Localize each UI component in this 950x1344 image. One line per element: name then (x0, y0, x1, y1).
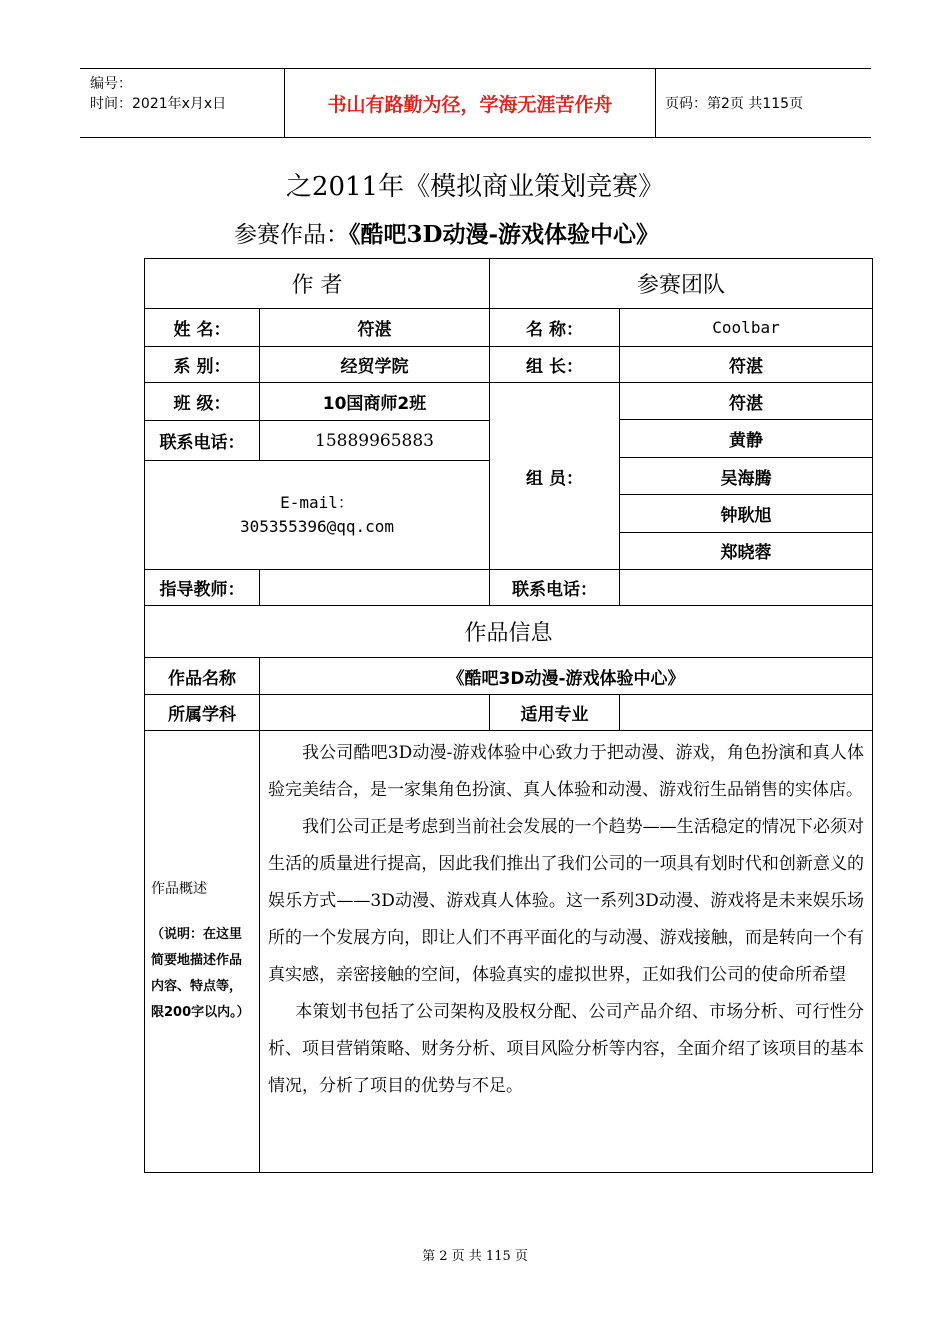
header-motto: 书山有路勤为径，学海无涯苦作舟 (284, 69, 656, 137)
leader-value: 符湛 (620, 347, 873, 383)
member-item: 郑晓蓉 (720, 543, 772, 564)
summary-label-cell (145, 731, 260, 1173)
document-title: 之2011年《模拟商业策划竞赛》 (285, 172, 665, 202)
summary-paragraph: 我公司酷吧3D动漫-游戏体验中心致力于把动漫、游戏，角色扮演和真人体验完美结合，是一家集角色扮演、真人体验和动漫、游戏衍生品销售的实体店。 (268, 743, 865, 800)
member-item: 吴海腾 (620, 458, 872, 495)
header-meta (80, 69, 284, 137)
member-item: 符湛 (620, 383, 872, 420)
summary-content (260, 731, 873, 1173)
team-header: 参赛团队 (490, 259, 873, 309)
author-header: 作 者 (145, 259, 490, 309)
members-cell (620, 383, 873, 570)
leader-label: 组 长： (490, 347, 620, 383)
name-label: 姓 名： (145, 309, 260, 347)
phone-label: 联系电话： (145, 421, 260, 461)
major-value (620, 695, 873, 731)
entry-form-table (144, 258, 873, 1173)
page-header (80, 68, 871, 138)
advisor-value (260, 570, 490, 606)
class-label: 班 级： (145, 383, 260, 421)
members-list (620, 383, 872, 569)
work-name-value: 《酷吧3D动漫-游戏体验中心》 (260, 658, 873, 695)
phone-value: 15889965883 (260, 421, 490, 461)
summary-note: （说明：在这里简要地描述作品内容、特点等，限200字以内。） (151, 926, 250, 1020)
subject-label: 所属学科 (145, 695, 260, 731)
advisor-label: 指导教师： (145, 570, 260, 606)
work-info-header: 作品信息 (145, 606, 873, 658)
summary-paragraph: 我们公司正是考虑到当前社会发展的一个趋势——生活稳定的情况下必须对生活的质量进行提高，因此我们推出了我们公司的一项具有划时代和创新意义的娱乐方式——3D动漫、游戏真人体验。这一系列3D动漫、游戏将是未来娱乐场所的一个发展方向，即让人们不再平面化的与动漫、游戏接触，而是转向一个有真实感，亲密接触的空间，体验真实的虚拟世界，正如我们公司的使命所希望 (268, 817, 865, 985)
subject-value (260, 695, 490, 731)
advisor-phone-value (620, 570, 873, 606)
summary-label: 作品概述 (151, 880, 207, 897)
dept-value: 经贸学院 (260, 347, 490, 383)
members-label: 组 员： (490, 383, 620, 570)
email-label: E-mail： (280, 493, 354, 512)
class-value: 10国商师2班 (260, 383, 490, 421)
header-page-code: 页码：第2页 共115页 (665, 96, 804, 112)
email-cell (145, 461, 490, 570)
number-label: 编号： (90, 76, 132, 92)
advisor-phone-label: 联系电话： (490, 570, 620, 606)
team-name-label: 名 称： (490, 309, 620, 347)
summary-paragraph: 本策划书包括了公司架构及股权分配、公司产品介绍、市场分析、可行性分析、项目营销策略、财务分析、项目风险分析等内容，全面介绍了该项目的基本情况，分析了项目的优势与不足。 (268, 1002, 865, 1096)
work-name-label: 作品名称 (145, 658, 260, 695)
member-item: 钟耿旭 (620, 495, 872, 532)
time-label: 时间：2021年x月x日 (90, 96, 227, 112)
member-item: 黄静 (620, 420, 872, 457)
page-footer: 第 2 页 共 115 页 (422, 1249, 528, 1264)
document-subtitle (234, 216, 659, 249)
subtitle-work-name: 《酷吧3D动漫-游戏体验中心》 (349, 221, 659, 248)
dept-label: 系 别： (145, 347, 260, 383)
name-value: 符湛 (260, 309, 490, 347)
major-label: 适用专业 (490, 695, 620, 731)
subtitle-prefix: 参赛作品： (234, 222, 349, 248)
email-value: 305355396@qq.com (239, 517, 395, 536)
team-name-value: Coolbar (620, 309, 873, 347)
